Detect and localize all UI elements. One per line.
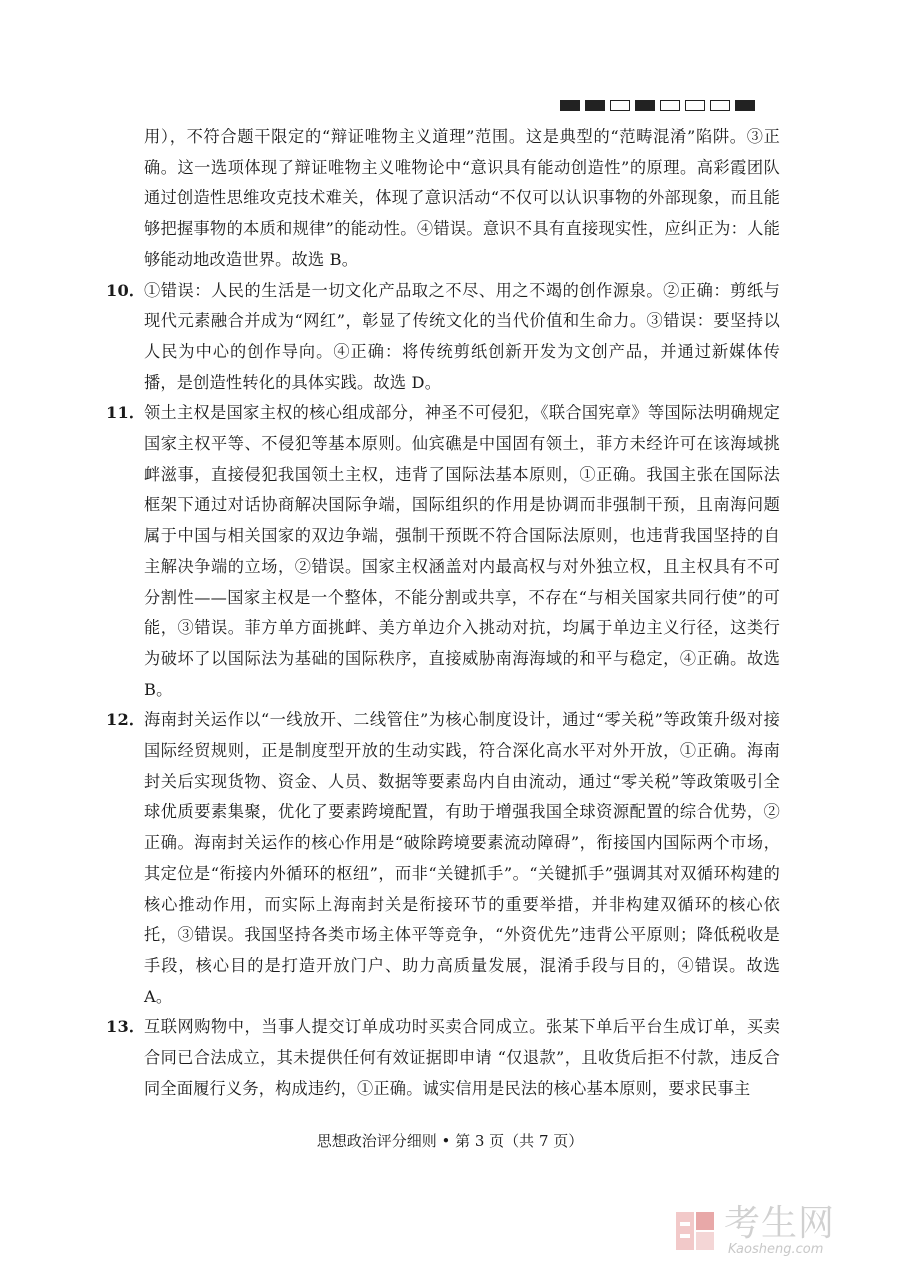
- answer-item-11: [106, 398, 780, 705]
- item-number: 11．: [106, 403, 146, 423]
- marker-square: [685, 100, 705, 111]
- answer-item-10: [106, 276, 780, 399]
- marker-square: [560, 100, 580, 111]
- watermark-cn-text: 考生网: [724, 1203, 836, 1244]
- item-text: 领土主权是国家主权的核心组成部分，神圣不可侵犯，《联合国宪章》等国际法明确规定国家主权平等、不侵犯等基本原则。仙宾礁是中国固有领土，菲方未经许可在该海域挑衅滋事，直接侵犯我国领土主权，违背了国际法基本原则，①正确。我国主张在国际法框架下通过对话协商解决国际争端，国际组织的作用是协调而非强制干预，且南海问题属于中国与相关国家的双边争端，强制干预既不符合国际法原则，也违背我国坚持的自主解决争端的立场，②错误。国家主权涵盖对内最高权与对外独立权，且主权具有不可分割性——国家主权是一个整体，不能分割或共享，不存在“与相关国家共同行使”的可能，③错误。菲方单方面挑衅、美方单边介入挑动对抗，均属于单边主义行径，这类行为破坏了以国际法为基础的国际秩序，直接威胁南海海域的和平与稳定，④正确。故选 B。: [144, 403, 780, 699]
- watermark-en-text: Kaosheng.com: [728, 1242, 824, 1257]
- item-text: 互联网购物中，当事人提交订单成功时买卖合同成立。张某下单后平台生成订单，买卖合同已合法成立，其未提供任何有效证据即申请 “仅退款”，且收货后拒不付款，违反合同全面履行义务，构成违约，①正确。诚实信用是民法的核心基本原则，要求民事主: [144, 1017, 780, 1098]
- marker-square: [635, 100, 655, 111]
- marker-square: [710, 100, 730, 111]
- site-watermark: [672, 1205, 835, 1257]
- answer-content: [106, 122, 780, 1105]
- page-marker-row: [560, 100, 755, 111]
- item-number: 12．: [106, 710, 146, 730]
- marker-square: [660, 100, 680, 111]
- marker-square: [585, 100, 605, 111]
- item-text: 海南封关运作以“一线放开、二线管住”为核心制度设计，通过“零关税”等政策升级对接国际经贸规则，正是制度型开放的生动实践，符合深化高水平对外开放，①正确。海南封关后实现货物、资金、人员、数据等要素岛内自由流动，通过“零关税”等政策吸引全球优质要素集聚，优化了要素跨境配置，有助于增强我国全球资源配置的综合优势，②正确。海南封关运作的核心作用是“破除跨境要素流动障碍”，衔接国内国际两个市场，其定位是“衔接内外循环的枢纽”，而非“关键抓手”。“关键抓手”强调其对双循环构建的核心推动作用，而实际上海南封关是衔接环节的重要举措，并非构建双循环的核心依托，③错误。我国坚持各类市场主体平等竞争，“外资优先”违背公平原则；降低税收是手段，核心目的是打造开放门户、助力高质量发展，混淆手段与目的，④错误。故选 A。: [144, 710, 780, 1006]
- kaosheng-logo-icon: [672, 1208, 718, 1254]
- answer-item-13: [106, 1012, 780, 1104]
- item-text: ①错误：人民的生活是一切文化产品取之不尽、用之不竭的创作源泉。②正确：剪纸与现代元素融合并成为“网红”，彰显了传统文化的当代价值和生命力。③错误：要坚持以人民为中心的创作导向。④正确：将传统剪纸创新开发为文创产品，并通过新媒体传播，是创造性转化的具体实践。故选 D。: [144, 280, 780, 392]
- item-number: 10．: [106, 280, 146, 300]
- page-footer: 思想政治评分细则 • 第 3 页（共 7 页）: [316, 1132, 584, 1150]
- marker-square: [610, 100, 630, 111]
- intro-paragraph: 用），不符合题干限定的“辩证唯物主义道理”范围。这是典型的“范畴混淆”陷阱。③正确。这一选项体现了辩证唯物主义唯物论中“意识具有能动创造性”的原理。高彩霞团队通过创造性思维攻克技术难关，体现了意识活动“不仅可以认识事物的外部现象，而且能够把握事物的本质和规律”的能动性。④错误。意识不具有直接现实性，应纠正为：人能够能动地改造世界。故选 B。: [144, 127, 780, 269]
- answer-item-12: [106, 705, 780, 1012]
- marker-square: [735, 100, 755, 111]
- item-number: 13．: [106, 1017, 146, 1037]
